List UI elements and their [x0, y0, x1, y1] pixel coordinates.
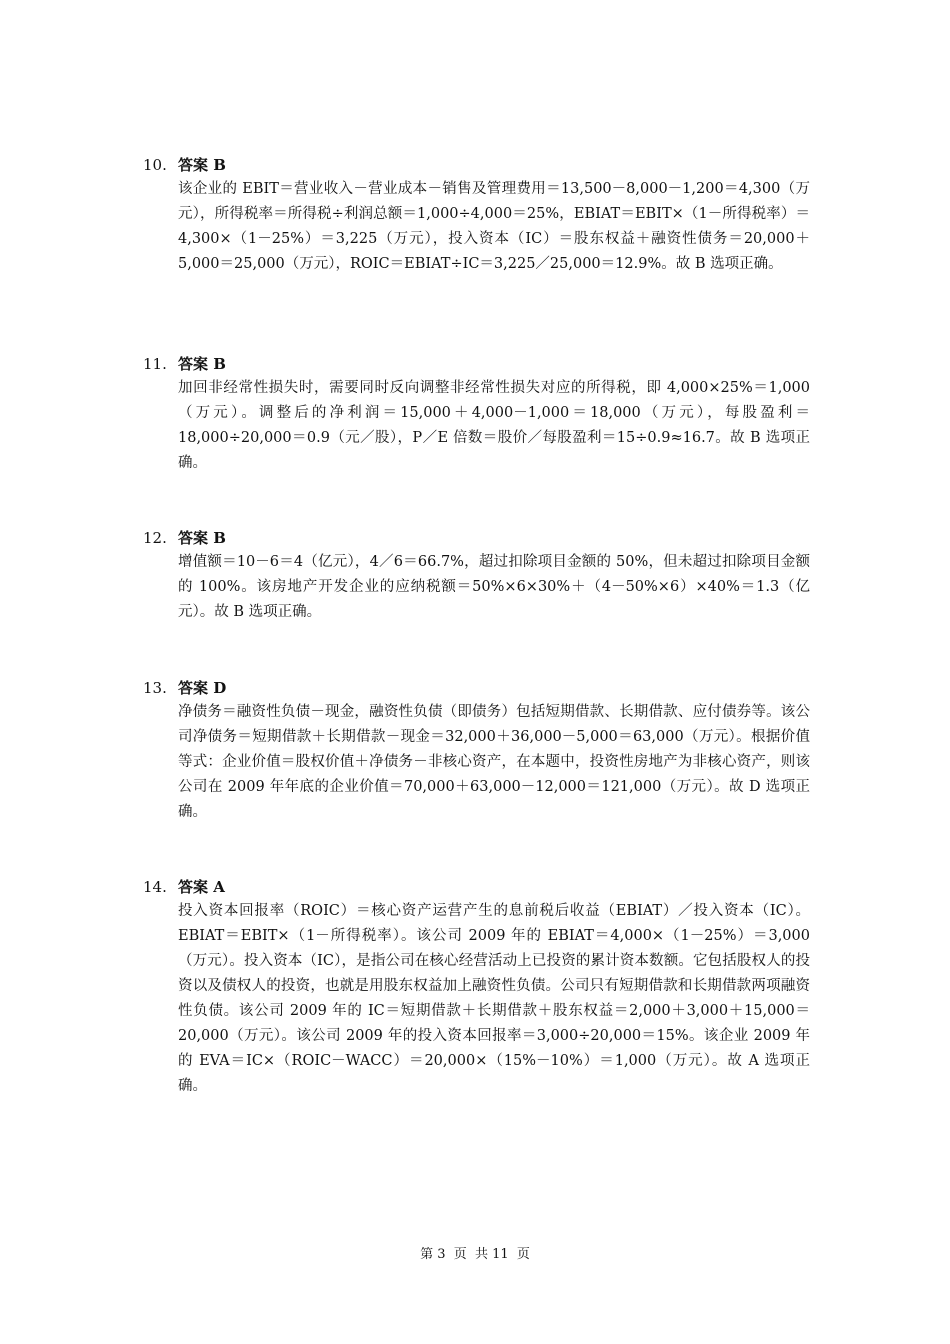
answer-explanation: 净债务＝融资性负债－现金，融资性负债（即债务）包括短期借款、长期借款、应付债券等。该公司净债务＝短期借款＋长期借款－现金＝32,000＋36,000－5,000＝63,000（万元）。根据价值等式：企业价值＝股权价值＋净债务－非核心资产，在本题中，投资性房地产为非核心资产，则该公司在 2009 年年底的企业价值＝70,000＋63,000－12,000＝121,000（万元）。故 D 选项正确。	[178, 704, 810, 820]
question-number: 14.	[143, 878, 167, 896]
question-number: 12.	[143, 529, 167, 547]
answer-explanation: 加回非经常性损失时，需要同时反向调整非经常性损失对应的所得税，即 4,000×25%＝1,000（万元）。调整后的净利润＝15,000＋4,000－1,000＝18,000（万元），每股盈利＝18,000÷20,000＝0.9（元／股），P／E 倍数＝股价／每股盈利＝15÷0.9≈16.7。故 B 选项正确。	[178, 380, 810, 471]
answer-label: 答案 B	[178, 529, 226, 547]
answer-11	[143, 354, 813, 476]
page-footer: 第 3 页 共 11 页	[420, 1247, 530, 1262]
answer-explanation: 增值额＝10－6＝4（亿元），4／6＝66.7%，超过扣除项目金额的 50%，但未超过扣除项目金额的 100%。该房地产开发企业的应纳税额＝50%×6×30%＋（4－50%×6）×40%＝1.3（亿元）。故 B 选项正确。	[178, 554, 810, 620]
answer-explanation: 投入资本回报率（ROIC）＝核心资产运营产生的息前税后收益（EBIAT）／投入资本（IC）。EBIAT＝EBIT×（1－所得税率）。该公司 2009 年的 EBIAT＝4,000×（1－25%）＝3,000（万元）。投入资本（IC），是指公司在核心经营活动上已投资的累计资本数额。它包括股权人的投资以及债权人的投资，也就是用股东权益加上融资性负债。公司只有短期借款和长期借款两项融资性负债。该公司 2009 年的 IC＝短期借款＋长期借款＋股东权益＝2,000＋3,000＋15,000＝20,000（万元）。该公司 2009 年的投入资本回报率＝3,000÷20,000＝15%。该企业 2009 年的 EVA＝IC×（ROIC－WACC）＝20,000×（15%－10%）＝1,000（万元）。故 A 选项正确。	[178, 903, 810, 1094]
answer-label: 答案 B	[178, 355, 226, 373]
answer-header	[143, 528, 813, 548]
answer-label: 答案 B	[178, 156, 226, 174]
answer-header	[143, 678, 813, 698]
answer-14	[143, 877, 813, 1099]
answer-13	[143, 678, 813, 825]
answer-header	[143, 155, 813, 175]
question-number: 13.	[143, 679, 167, 697]
question-number: 11.	[143, 355, 167, 373]
answer-explanation: 该企业的 EBIT＝营业收入－营业成本－销售及管理费用＝13,500－8,000－1,200＝4,300（万元），所得税率＝所得税÷利润总额＝1,000÷4,000＝25%，EBIAT＝EBIT×（1－所得税率）＝4,300×（1－25%）＝3,225（万元），投入资本（IC）＝股东权益＋融资性债务＝20,000＋5,000＝25,000（万元），ROIC＝EBIAT÷IC＝3,225／25,000＝12.9%。故 B 选项正确。	[178, 181, 810, 272]
answer-10	[143, 155, 813, 277]
answer-header	[143, 877, 813, 897]
answer-header	[143, 354, 813, 374]
answer-label: 答案 A	[178, 878, 225, 896]
answer-label: 答案 D	[178, 679, 227, 697]
answer-12	[143, 528, 813, 625]
question-number: 10.	[143, 156, 167, 174]
